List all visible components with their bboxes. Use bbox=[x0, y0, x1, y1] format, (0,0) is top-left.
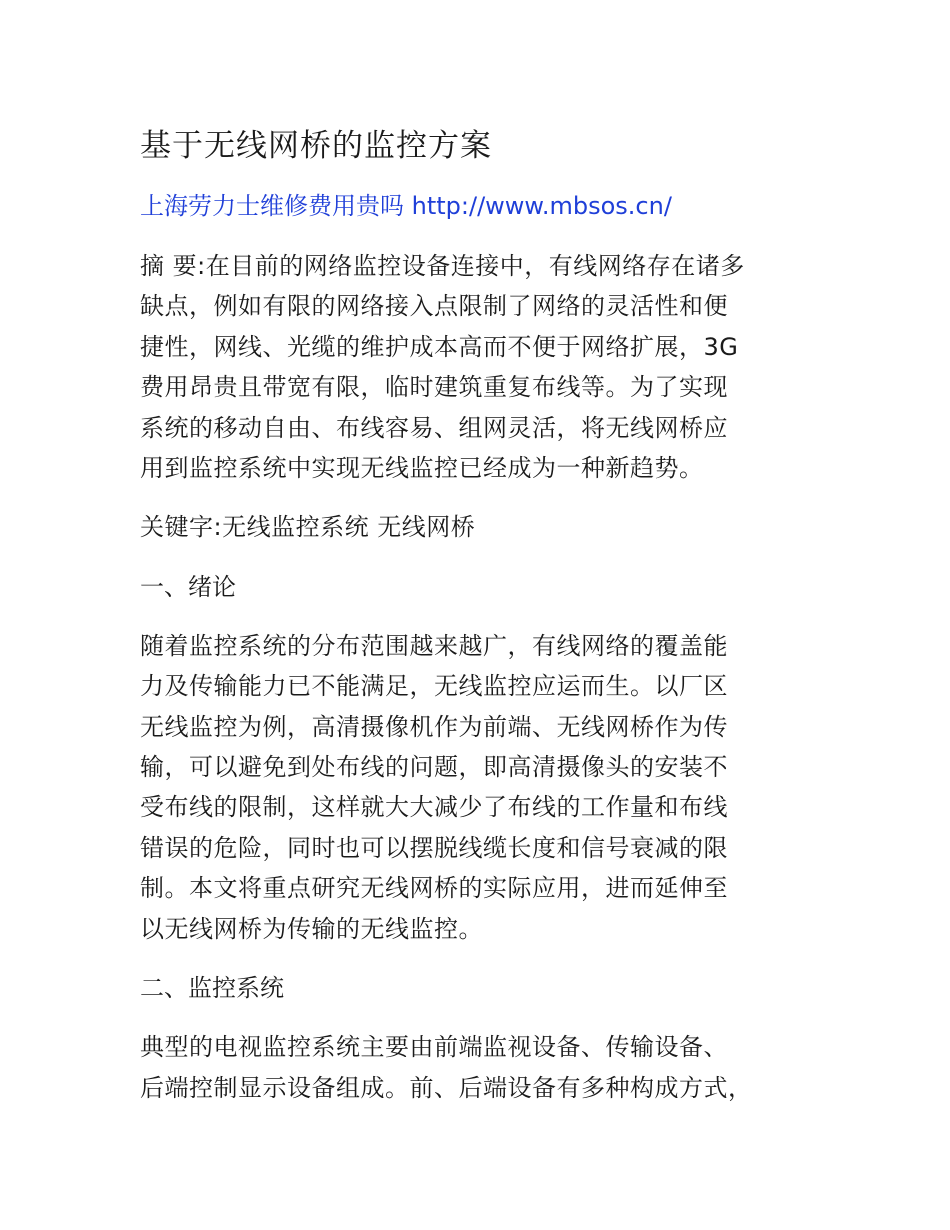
paragraph-line: 错误的危险，同时也可以摆脱线缆长度和信号衰减的限 bbox=[140, 833, 728, 862]
paragraph-line: 力及传输能力已不能满足，无线监控应运而生。以厂区 bbox=[140, 672, 728, 701]
abstract-line: 捷性，网线、光缆的维护成本高而不便于网络扩展，3G bbox=[140, 332, 739, 361]
abstract-line: 摘 要:在目前的网络监控设备连接中，有线网络存在诸多 bbox=[140, 252, 745, 280]
monitoring-system-paragraph bbox=[140, 1027, 820, 1108]
abstract-line: 费用昂贵且带宽有限，临时建筑重复布线等。为了实现 bbox=[140, 373, 728, 402]
paragraph-line: 输，可以避免到处布线的问题，即高清摄像头的安装不 bbox=[140, 753, 728, 782]
document-page bbox=[140, 120, 820, 1127]
paragraph-line: 典型的电视监控系统主要由前端监视设备、传输设备、 bbox=[140, 1033, 728, 1062]
paragraph-line: 制。本文将重点研究无线网桥的实际应用，进而延伸至 bbox=[140, 874, 728, 903]
paragraph-line: 随着监控系统的分布范围越来越广，有线网络的覆盖能 bbox=[140, 631, 728, 660]
ad-link-url[interactable]: http://www.mbsos.cn/ bbox=[411, 192, 672, 220]
keywords-line: 关键字:无线监控系统 无线网桥 bbox=[140, 513, 476, 542]
section-heading-monitoring-system: 二、监控系统 bbox=[140, 974, 284, 1003]
abstract-line: 系统的移动自由、布线容易、组网灵活，将无线网桥应 bbox=[140, 413, 728, 442]
ad-line bbox=[140, 186, 820, 226]
paragraph-line: 无线监控为例，高清摄像机作为前端、无线网桥作为传 bbox=[140, 712, 728, 741]
paragraph-line: 受布线的限制，这样就大大减少了布线的工作量和布线 bbox=[140, 793, 728, 822]
section-heading-introduction: 一、绪论 bbox=[140, 572, 236, 601]
document-title: 基于无线网桥的监控方案 bbox=[140, 128, 492, 164]
ad-link-text[interactable]: 上海劳力士维修费用贵吗 bbox=[140, 192, 404, 220]
abstract-line: 用到监控系统中实现无线监控已经成为一种新趋势。 bbox=[140, 454, 704, 483]
paragraph-line: 以无线网桥为传输的无线监控。 bbox=[140, 914, 483, 943]
paragraph-line: 后端控制显示设备组成。前、后端设备有多种构成方式， bbox=[140, 1073, 753, 1102]
abstract-paragraph bbox=[140, 246, 820, 488]
abstract-line: 缺点，例如有限的网络接入点限制了网络的灵活性和便 bbox=[140, 292, 728, 321]
introduction-paragraph bbox=[140, 626, 820, 949]
